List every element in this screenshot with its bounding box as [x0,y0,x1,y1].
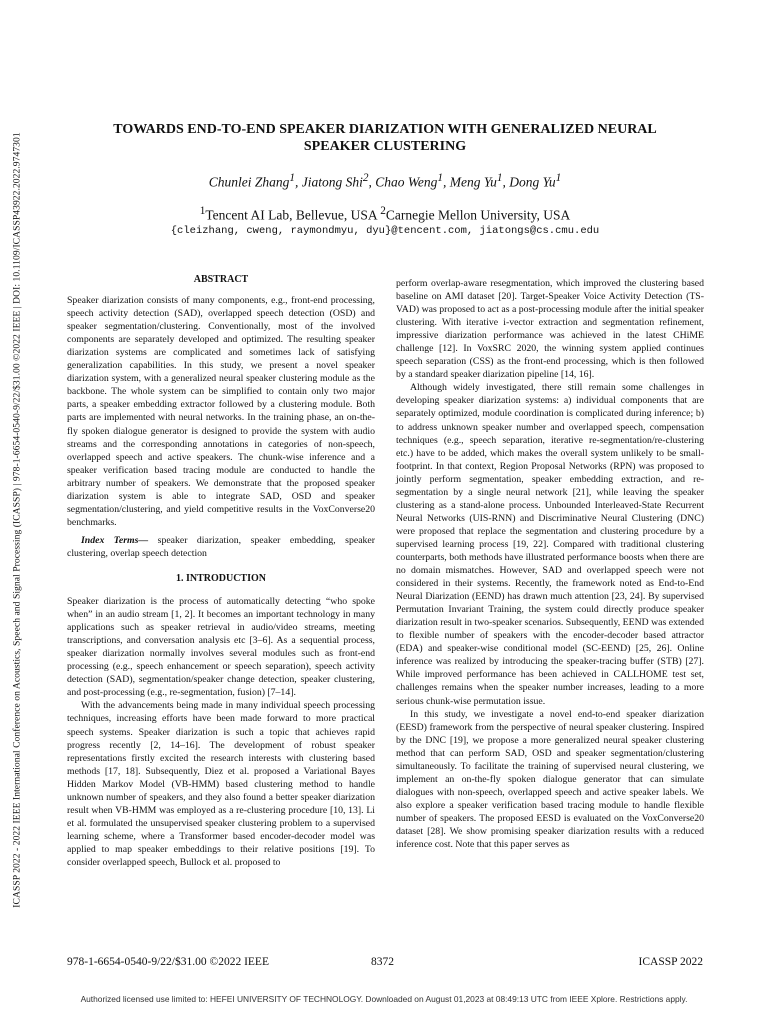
intro-paragraph-2: With the advancements being made in many individual speech processing techniques, increasing efforts have been made forward to more practical speech systems. Speaker diarization is such a topic that achieves rapid progress recently [2, 14–16]. The development of robust speaker representations firstly excited the research interests with clustering based methods [17, 18]. Subsequently, Diez et al. proposed a Variational Bayes Hidden Markov Model (VB-HMM) based clustering method to handle unknown number of speakers, and they also found a better speaker diarization result when VB-HMM was employed as a re-clustering procedure [10, 13]. Li et al. formulated the unsupervised speaker clustering problem to a supervised learning scheme, where a Transformer based encoder-decoder model was applied to map speaker embeddings to their relative positions [19]. To consider overlapped speech, Bullock et al. proposed to [67,700,375,868]
right-paragraph-1: perform overlap-aware resegmentation, which improved the clustering based baseline on AMI dataset [20]. Target-Speaker Voice Activity Detection (TS-VAD) was proposed to act as a post-processing module after the initial speaker clustering. With iterative i-vector extraction and segmentation refinement, impressive diarization performance was achieved in the latest CHiME challenge [12]. In VoxSRC 2020, the winning system applied continues speech separation (CSS) as the front-end processing, which is then followed by a standard speaker diarization pipeline [14, 16]. [396,278,704,381]
author-separator: , [502,174,510,190]
title-line-1: TOWARDS END-TO-END SPEAKER DIARIZATION WITH GENERALIZED NEURAL [113,122,657,137]
licence-notice: Authorized licensed use limited to: HEFEI UNIVERSITY OF TECHNOLOGY. Downloaded on August 01,2023 at 08:49:13 UTC from IEEE Xplore. Restrictions apply. [80,994,688,1004]
affiliation-1: Tencent AI Lab, Bellevue, USA [205,207,381,223]
right-column [396,277,704,851]
right-paragraph-3: In this study, we investigate a novel end-to-end speaker diarization (EESD) framework from the perspective of neural speaker clustering. Inspired by the DNC [19], we propose a more generalized neural speaker clustering method that can perform SAD, OSD and speaker segmentation/clustering simultaneously. To facilitate the training of supervised neural clustering, we implement an on-the-fly spoken dialogue generator that can simulate dialogues with non-speech, overlapped speech and active speaker labels. We also explore a speaker verification based tracing module to handle flexible number of speakers. The proposed EESD is evaluated on the VoxConverse20 dataset [28]. We show promising speaker diarization results with a reduced inference cost. Note that this paper serves as [396,708,704,851]
affiliations [60,205,710,224]
author-emails: {cleizhang, cweng, raymondmyu, dyu}@tencent.com, jiatongs@cs.cmu.edu [170,225,600,237]
paper-title [60,121,710,155]
author-separator: , [442,174,450,190]
affiliation-2: Carnegie Mellon University, USA [385,207,571,223]
affiliation-mark: 2 [380,205,386,217]
sidebar-text: ICASSP 2022 - 2022 IEEE International Conference on Acoustics, Speech and Signal Processing (ICASSP) | 978-1-6654-0540-9/22/$31.00 ©2022 IEEE | DOI: 10.1109/ICASSP43922.2022.9747301 [11,132,23,908]
index-terms-text: speaker diarization, speaker embedding, speaker clustering, overlap speech detection [67,534,376,559]
author-affiliation-mark: 1 [437,172,443,184]
footer-venue: ICASSP 2022 [638,956,703,968]
author: Chunlei Zhang [208,174,290,190]
author-affiliation-mark: 1 [496,172,503,184]
author-affiliation-mark: 2 [362,172,369,184]
affiliation-mark: 1 [199,205,206,217]
author-affiliation-mark: 1 [289,172,295,184]
author-separator: , [294,174,302,190]
section-heading-introduction: 1. INTRODUCTION [175,572,266,584]
doi-sidebar [8,100,26,940]
index-terms [67,534,375,560]
left-column [67,273,375,869]
abstract-heading: ABSTRACT [193,274,249,285]
right-paragraph-2: Although widely investigated, there still remain some challenges in developing speaker diarization systems: a) individual components that are separately optimized, module coordination is complicated during inference; b) to address unknown speaker number and overlapped speech, compensation techniques (e.g., speech separation, iterative re-segmentation/re-clustering etc.) have to be added, which makes the overall system unlikely to be small-footprint. In that context, Region Proposal Networks (RPN) was proposed to jointly perform segmentation, speaker embedding extraction, and re-segmentation by a single neural network [21], while leaving the speaker clustering as a stand-alone process. Unbounded Interleaved-State Recurrent Neural Networks (UIS-RNN) and Discriminative Neural Clustering (DNC) were proposed that replace the segmentation and clustering procedure by a supervised learning process [19, 22]. Compared with traditional clustering counterparts, both methods have illustrated performance boosts when there are no domain mismatches. However, SAD and overlapped speech were not considered in their systems. Recently, the framework noted as End-to-End Neural Diarization (EEND) has drawn much attention [23, 24]. By supervised Permutation Invariant Training, the system could directly produce speaker diarization result in two-speaker scenarios. Subsequently, EEND was extended to flexible number of speakers with the encoder-decoder based attractor (EDA) and speaker-wise conditional model (SC-EEND) [25, 26]. Online inference was realized by introducing the speaker-tracing buffer (STB) [27]. While improved performance has been achieved in CALLHOME test set, challenges remains when the speaker number increases, leading to a more serious chunk-wise permutation issue. [396,382,704,707]
page-number: 8372 [371,956,394,968]
index-terms-label: Index Terms— [81,534,149,546]
title-line-2: SPEAKER CLUSTERING [303,139,467,154]
intro-paragraph-1: Speaker diarization is the process of automatically detecting “who spoke when” in an audio stream [1, 2]. It becomes an important technology in many applications such as speaker retrieval in audio/video streams, meeting transcriptions, and conversation analysis etc [3–6]. As a sequential process, speaker diarization normally involves several modules such as front-end processing (e.g., speech enhancement or speech separation), speech activity detection (SAD), segmentation/speaker change detection, speaker clustering, and post-processing (e.g., re-segmentation, fusion) [7–14]. [67,596,375,699]
author: Dong Yu [509,174,556,190]
abstract-text: Speaker diarization consists of many components, e.g., front-end processing, speech activity detection (SAD), overlapped speech detection (OSD) and speaker segmentation/clustering. Conventionally, most of the involved components are separately developed and optimized. The resulting speaker diarization systems are complicated and sometimes lack of satisfying generalization capabilities. In this study, we present a novel speaker diarization system, with a generalized neural speaker clustering module as the backbone. The whole system can be simplified to contain only two major parts, a speaker embedding extractor followed by a clustering module. Both parts are implemented with neural networks. In the training phase, an on-the-fly spoken dialogue generator is designed to provide the system with audio streams and the corresponding annotations in categories of non-speech, overlapped speech and active speakers. The chunk-wise inference and a speaker verification based tracing module are conducted to handle the arbitrary number of speakers. We demonstrate that the proposed speaker diarization system is able to integrate SAD, OSD and speaker segmentation/clustering, and yield competitive results in the VoxConverse20 benchmarks. [67,295,375,528]
footer-isbn: 978-1-6654-0540-9/22/$31.00 ©2022 IEEE [67,956,269,968]
author: Chao Weng [375,174,438,190]
author-affiliation-mark: 1 [555,172,562,184]
author: Jiatong Shi [301,174,363,190]
author-list [60,172,710,191]
author-separator: , [368,174,376,190]
author: Meng Yu [449,174,497,190]
